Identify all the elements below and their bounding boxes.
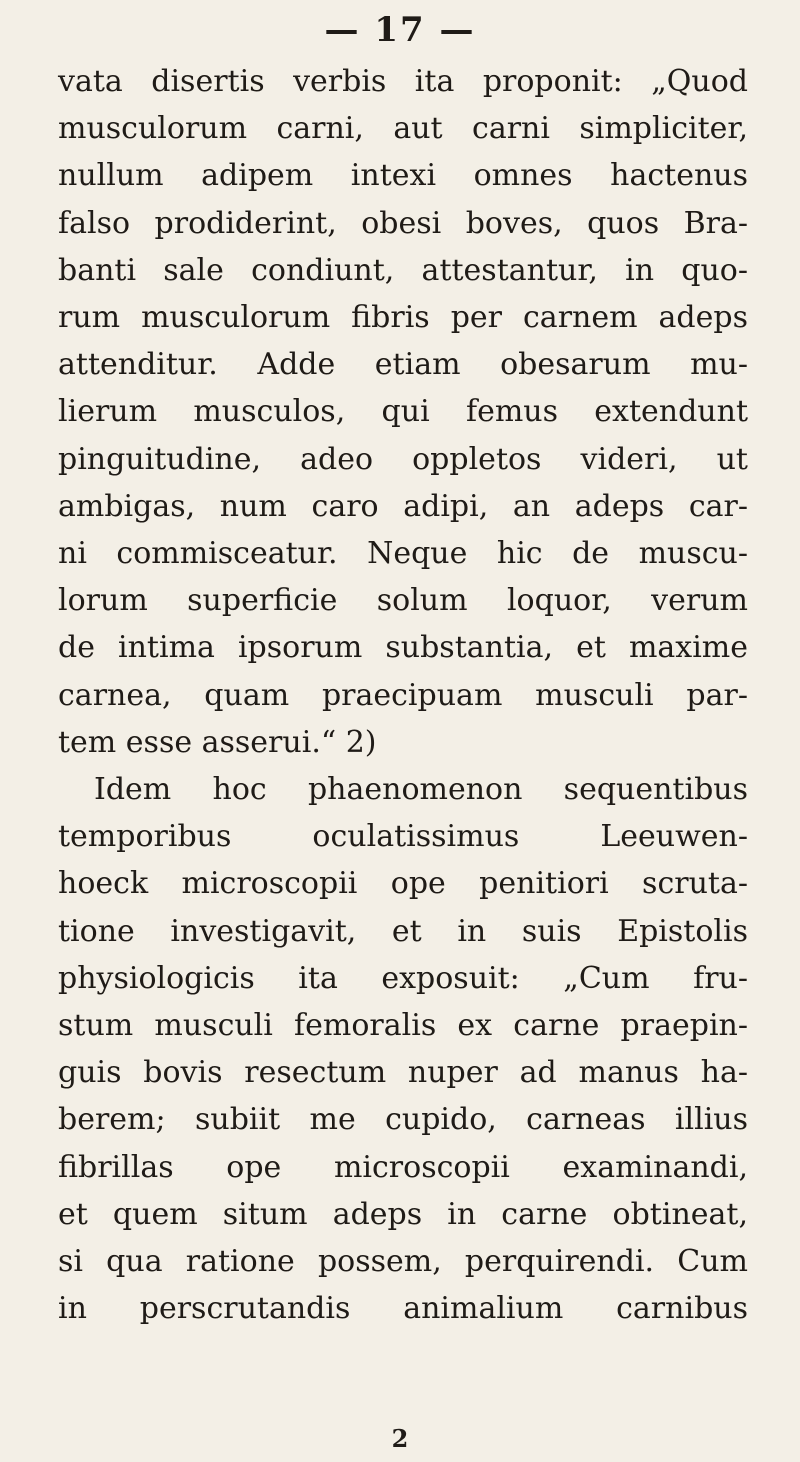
text-line-27: in perscrutandis animalium carnibus <box>58 1291 748 1327</box>
text-line-1: vata disertis verbis ita proponit: „Quod <box>58 64 748 99</box>
text-line-23: berem; subiit me cupido, carneas illius <box>58 1102 748 1138</box>
text-line-25: et quem situm adeps in carne obtineat, <box>58 1196 748 1232</box>
text-line-8: lierum musculos, qui femus extendunt <box>58 394 748 430</box>
text-line-5: banti sale condiunt, attestantur, in quo- <box>58 252 748 288</box>
text-line-2: musculorum carni, aut carni simpliciter, <box>58 111 748 147</box>
text-line-22: guis bovis resectum nuper ad manus ha- <box>58 1055 748 1091</box>
text-line-12: lorum superficie solum loquor, verum <box>58 583 748 619</box>
text-line-13: de intima ipsorum substantia, et maxime <box>58 630 748 666</box>
body-text <box>58 58 748 1332</box>
page-number: — 17 — <box>324 10 476 50</box>
text-line-15: tem esse asserui.“ 2) <box>58 724 377 760</box>
text-line-18: hoeck microscopii ope penitiori scruta- <box>58 866 748 902</box>
text-line-11: ni commisceatur. Neque hic de muscu- <box>58 536 748 572</box>
text-line-6: rum musculorum fibris per carnem adeps <box>58 300 748 336</box>
text-line-19: tione investigavit, et in suis Epistolis <box>58 913 748 949</box>
text-line-17: temporibus oculatissimus Leeuwen- <box>58 819 748 855</box>
signature-mark: 2 <box>391 1424 409 1453</box>
text-line-3: nullum adipem intexi omnes hactenus <box>58 158 748 194</box>
text-line-26: si qua ratione possem, perquirendi. Cum <box>58 1244 748 1280</box>
text-line-20: physiologicis ita exposuit: „Cum fru- <box>58 960 748 996</box>
text-line-14: carnea, quam praecipuam musculi par- <box>58 677 748 713</box>
text-line-7: attenditur. Adde etiam obesarum mu- <box>58 347 748 383</box>
text-line-21: stum musculi femoralis ex carne praepin- <box>58 1008 748 1044</box>
text-line-24: fibrillas ope microscopii examinandi, <box>58 1149 748 1185</box>
text-line-9: pinguitudine, adeo oppletos videri, ut <box>58 441 748 477</box>
text-line-4: falso prodiderint, obesi boves, quos Bra- <box>58 205 748 241</box>
text-line-10: ambigas, num caro adipi, an adeps car- <box>58 488 748 524</box>
text-line-16: Idem hoc phaenomenon sequentibus <box>94 772 748 808</box>
